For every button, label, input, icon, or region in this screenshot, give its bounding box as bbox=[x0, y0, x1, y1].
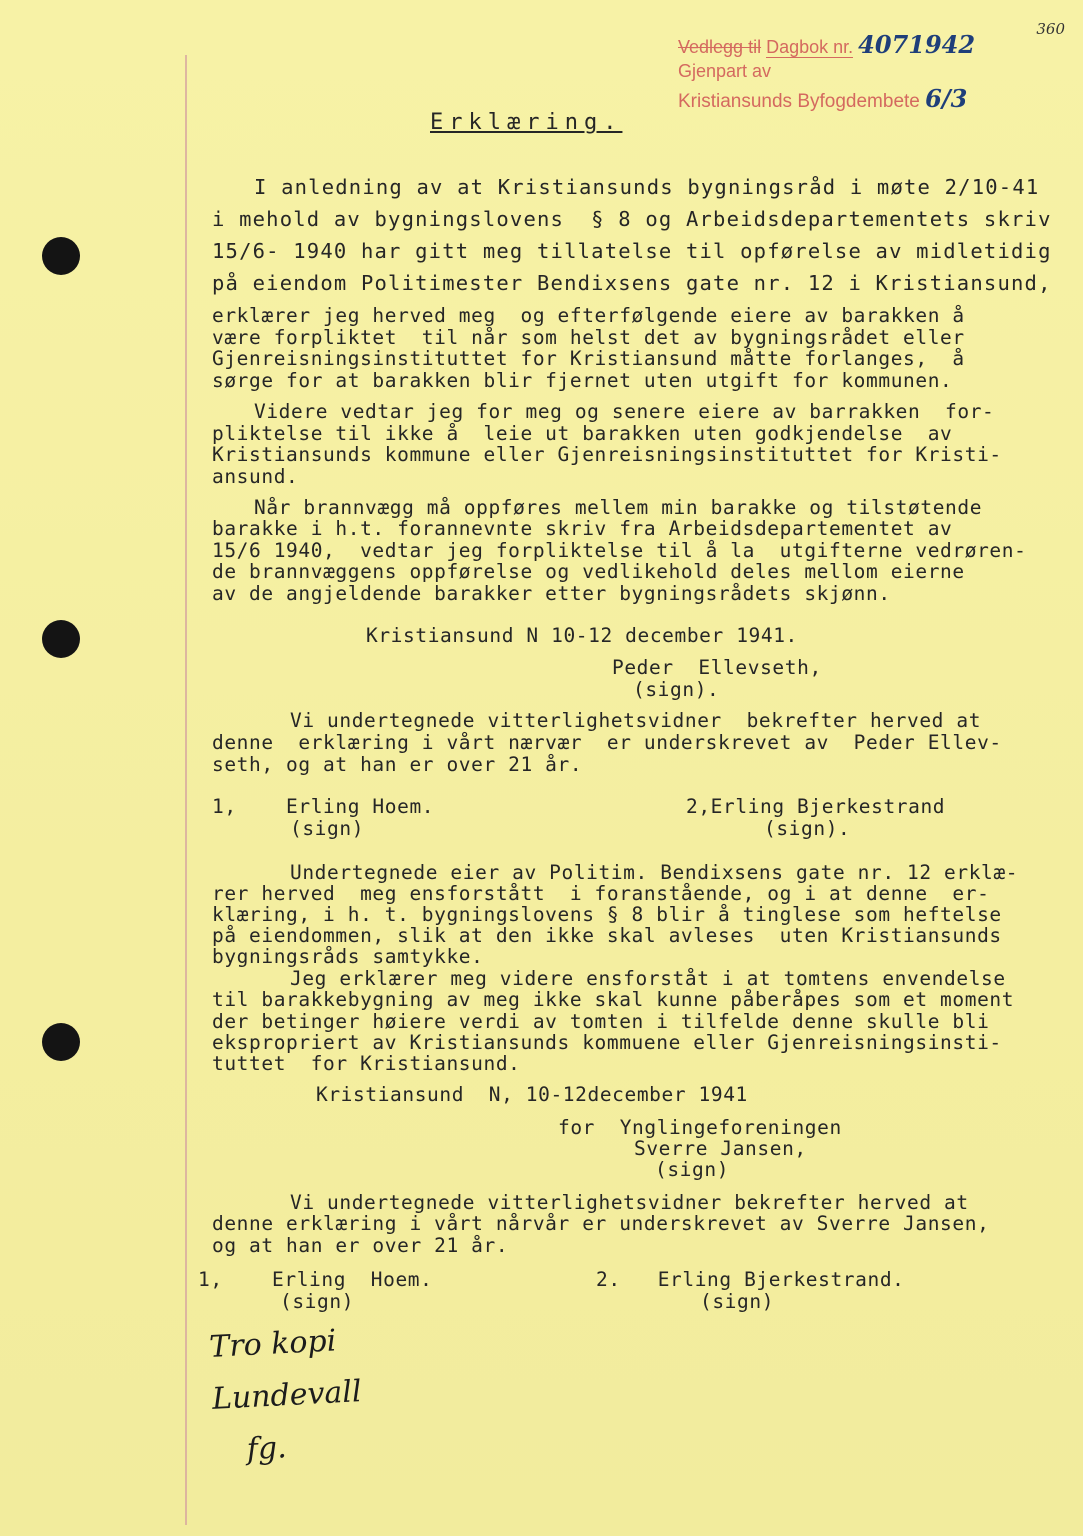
witness-1: 1, Erling Hoem. bbox=[198, 1268, 433, 1291]
text-line: 15/6- 1940 har gitt meg tillatelse til opførelse av midletidig bbox=[212, 239, 1052, 263]
stamp-date: 6/3 bbox=[925, 84, 968, 113]
witness-2: 2. Erling Bjerkestrand. bbox=[596, 1268, 905, 1291]
signature-mark: (sign) bbox=[700, 1290, 775, 1313]
signatory-name: Peder Ellevseth, bbox=[612, 656, 822, 679]
text-line: pliktelse til ikke å leie ut barakken uten godkjendelse av bbox=[212, 422, 953, 445]
text-line: til barakkebygning av meg ikke skal kunne påberåpes som et moment bbox=[212, 988, 1015, 1011]
text-line: være forpliktet til når som helst det av bygningsrådet eller bbox=[212, 326, 965, 349]
text-line: seth, og at han er over 21 år. bbox=[212, 753, 583, 776]
stamp-dagbok-number: 407 bbox=[858, 30, 909, 59]
text-line: 15/6 1940, vedtar jeg forpliktelse til å la utgifterne vedrøren- bbox=[212, 539, 1027, 562]
text-line: denne erklæring i vårt nårvår er underskrevet av Sverre Jansen, bbox=[212, 1212, 990, 1235]
text-line: der betinger høiere verdi av tomten i tilfelde denne skulle bli bbox=[212, 1010, 990, 1033]
signature-mark: (sign) bbox=[290, 817, 365, 840]
witness-1: 1, Erling Hoem. bbox=[212, 795, 435, 818]
text-line: rer herved meg ensforstått i foranstående, og i at denne er- bbox=[212, 882, 990, 905]
text-line: Når brannvægg må oppføres mellem min barakke og tilstøtende bbox=[254, 496, 983, 519]
signature-mark: (sign) bbox=[280, 1290, 355, 1313]
signature-mark: (sign) bbox=[655, 1158, 730, 1181]
document-title: Erklæring. bbox=[430, 110, 623, 135]
punch-hole bbox=[42, 620, 80, 658]
text-line: på eiendom Politimester Bendixsens gate nr. 12 i Kristiansund, bbox=[212, 271, 1052, 295]
stamp-year: 1942 bbox=[908, 30, 976, 59]
witness-2: 2,Erling Bjerkestrand bbox=[686, 795, 946, 818]
text-line: denne erklæring i vårt nærvær er underskrevet av Peder Ellev- bbox=[212, 731, 1002, 754]
handwritten-signature: Lundevall bbox=[211, 1374, 363, 1417]
text-line: I anledning av at Kristiansunds bygningsråd i møte 2/10-41 bbox=[254, 175, 1040, 199]
page-number: 360 bbox=[1036, 20, 1065, 38]
text-line: barakke i h.t. forannevnte skriv fra Arbeidsdepartementet av bbox=[212, 517, 953, 540]
organization-name: for Ynglingeforeningen bbox=[558, 1116, 842, 1139]
text-line: og at han er over 21 år. bbox=[212, 1234, 509, 1257]
text-line: Jeg erklærer meg videre ensforståt i at tomtens envendelse bbox=[290, 967, 1006, 990]
punch-hole bbox=[42, 1023, 80, 1061]
text-line: Vi undertegnede vitterlighetsvidner bekrefter herved at bbox=[290, 1191, 969, 1214]
signature-mark: (sign). bbox=[764, 817, 851, 840]
text-line: Kristiansunds kommune eller Gjenreisningsinstituttet for Kristi- bbox=[212, 443, 1002, 466]
text-line: Videre vedtar jeg for meg og senere eiere av barrakken for- bbox=[254, 400, 995, 423]
stamp-gjenpart-label: Gjenpart av bbox=[678, 61, 772, 81]
text-line: Gjenreisningsinstituttet for Kristiansund måtte forlanges, å bbox=[212, 347, 965, 370]
text-line: på eiendommen, slik at den ikke skal avleses uten Kristiansunds bbox=[212, 924, 1002, 947]
place-date: Kristiansund N, 10-12december 1941 bbox=[316, 1083, 748, 1106]
text-line: erklærer jeg herved meg og efterfølgende eiere av barakken å bbox=[212, 304, 965, 327]
handwritten-line: fg. bbox=[245, 1430, 288, 1468]
stamp-struck-label: Vedlegg til bbox=[678, 37, 762, 57]
text-line: tuttet for Kristiansund. bbox=[212, 1052, 521, 1075]
text-line: i mehold av bygningslovens § 8 og Arbeidsdepartementets skriv bbox=[212, 207, 1052, 231]
text-line: Undertegnede eier av Politim. Bendixsens gate nr. 12 erklæ- bbox=[290, 861, 1019, 884]
punch-hole bbox=[42, 237, 80, 275]
place-date: Kristiansund N 10-12 december 1941. bbox=[366, 624, 798, 647]
handwritten-certification bbox=[208, 1314, 366, 1478]
text-line: ansund. bbox=[212, 465, 299, 488]
margin-rule bbox=[185, 55, 187, 1525]
signature-mark: (sign). bbox=[633, 678, 720, 701]
text-line: sørge for at barakken blir fjernet uten utgift for kommunen. bbox=[212, 369, 953, 392]
handwritten-line: Tro kopi bbox=[208, 1323, 338, 1365]
text-line: bygningsråds samtykke. bbox=[212, 945, 484, 968]
text-line: de brannvæggens oppførelse og vedlikehold deles mellom eierne bbox=[212, 560, 965, 583]
stamp-office-label: Kristiansunds Byfogdembete bbox=[678, 91, 920, 112]
signatory-name: Sverre Jansen, bbox=[634, 1137, 807, 1160]
text-line: av de angjeldende barakker etter bygningsrådets skjønn. bbox=[212, 582, 891, 605]
stamp-dagbok-label: Dagbok nr. bbox=[766, 37, 854, 57]
text-line: Vi undertegnede vitterlighetsvidner bekrefter herved at bbox=[290, 709, 982, 732]
text-line: ekspropriert av Kristiansunds kommuene eller Gjenreisningsinsti- bbox=[212, 1031, 1002, 1054]
text-line: klæring, i h. t. bygningslovens § 8 blir å tinglese som heftelse bbox=[212, 903, 1002, 926]
